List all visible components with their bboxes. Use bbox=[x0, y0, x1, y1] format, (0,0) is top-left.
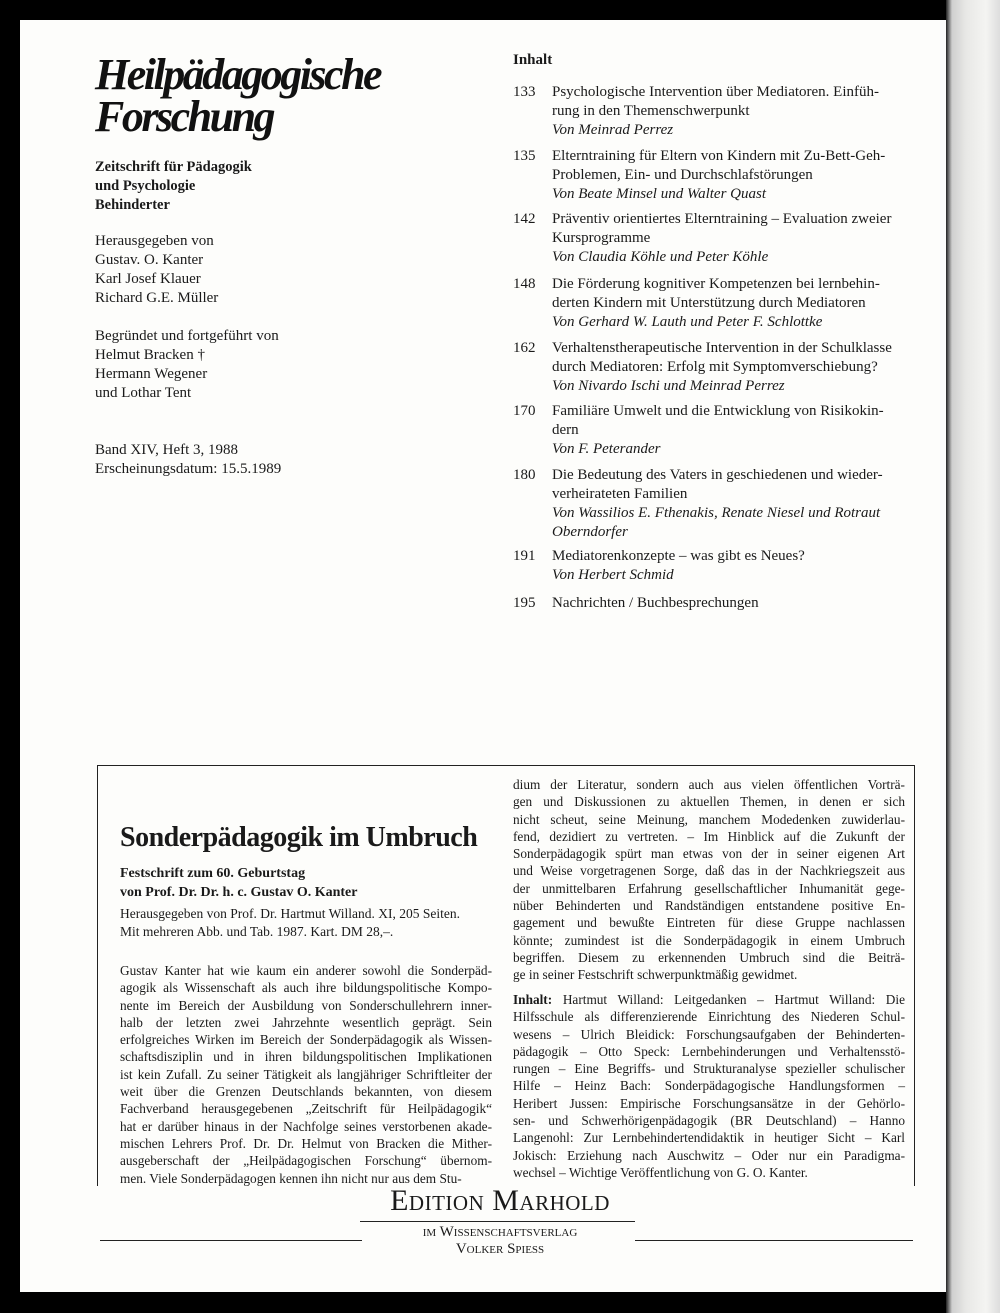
toc-entry-body bbox=[552, 402, 913, 459]
toc-entry bbox=[513, 547, 913, 585]
text-line: nente im Bereich der Ausbildung von Sonderschullehrern inner- bbox=[120, 997, 492, 1013]
issue-info bbox=[95, 441, 281, 479]
founder: Hermann Wegener bbox=[95, 366, 208, 382]
toc-author-line: Von Meinrad Perrez bbox=[552, 122, 674, 138]
toc-author-line: Von Nivardo Ischi und Meinrad Perrez bbox=[552, 378, 785, 394]
toc-title-line: derten Kindern mit Unterstützung durch Mediatoren bbox=[552, 295, 866, 311]
toc-author-line: Von Herbert Schmid bbox=[552, 567, 674, 583]
ad-text-column-1 bbox=[120, 962, 492, 1187]
toc-entry bbox=[513, 210, 913, 267]
imprint-line: Volker Spiess bbox=[455, 1241, 545, 1257]
adjacent-page-edge bbox=[946, 0, 1000, 1313]
toc-author-line: Von Wassilios E. Fthenakis, Renate Niesel und Rotraut bbox=[552, 505, 881, 521]
toc-entry-body bbox=[552, 339, 913, 396]
text-line: begriffen. Diesem zu erkennenden Umbruch sind die Beiträ- bbox=[513, 949, 905, 965]
toc-heading: Inhalt bbox=[513, 52, 553, 68]
text-line: wechsel – Wichtige Veröffentlichung von G. O. Kanter. bbox=[513, 1164, 808, 1180]
editor: Karl Josef Klauer bbox=[95, 271, 201, 287]
toc-title-line: Verhaltenstherapeutische Intervention in der Schulklasse bbox=[552, 340, 892, 356]
toc-author-line: Oberndorfer bbox=[552, 524, 628, 540]
toc-entry-body bbox=[552, 466, 913, 542]
text-line: Sonderpädagogik spürt man etwas von der in seiner eigenen Art bbox=[513, 846, 905, 862]
logo-line-1: Heilpädagogische bbox=[95, 50, 381, 99]
founder: und Lothar Tent bbox=[95, 385, 192, 401]
editor: Gustav. O. Kanter bbox=[95, 252, 204, 268]
toc-entry-body bbox=[552, 147, 913, 204]
text-line: rungen – Eine Begriffs- und Strukturanalyse spezieller schulischer bbox=[513, 1061, 905, 1077]
contents-label: Inhalt: bbox=[513, 992, 553, 1007]
toc-entry-body bbox=[552, 547, 913, 585]
divider bbox=[360, 1221, 635, 1222]
book-details bbox=[120, 905, 460, 941]
toc-title-line: Die Förderung kognitiver Kompetenzen bei lernbehin- bbox=[552, 276, 880, 292]
text-line: erfolgreiches Wirken im Bereich der Sonderpädagogik als Wissen- bbox=[120, 1032, 492, 1048]
text-line: und Weise vorgetragenen Sorge, daß das in der Nachkriegszeit aus bbox=[513, 863, 905, 879]
subtitle-line: Behinderter bbox=[95, 197, 170, 213]
text-line: wesens – Ulrich Bleidick: Forschungsaufgaben der Behinderten- bbox=[513, 1026, 905, 1042]
toc-title-line: verheirateten Familien bbox=[552, 486, 688, 502]
text-line: sen- und Schwerhörigenpädagogik (BR Deutschland) – Hanno bbox=[513, 1113, 905, 1129]
text-line: ge in seiner Festschrift schwerpunktmäßig gewidmet. bbox=[513, 967, 798, 983]
toc-entry bbox=[513, 83, 913, 140]
text-line: Gustav Kanter hat wie kaum ein anderer sowohl die Sonderpäd- bbox=[120, 963, 492, 978]
toc-page-number: 142 bbox=[513, 211, 536, 227]
text-line bbox=[513, 991, 905, 1008]
text-line: könnte; zumindest ist die Sonderpädagogik in einem Umbruch bbox=[513, 932, 905, 948]
toc-page-number: 133 bbox=[513, 84, 536, 100]
toc-page-number: 162 bbox=[513, 340, 536, 356]
toc-title-line: Die Bedeutung des Vaters in geschiedenen und wieder- bbox=[552, 467, 883, 483]
text-line: fend, dezidiert zu vertreten. – Im Hinblick auf die Zukunft der bbox=[513, 828, 905, 844]
text-line: Hilfe – Heinz Bach: Sonderpädagogische Handlungsformen – bbox=[513, 1078, 905, 1094]
toc-title-line: Kursprogramme bbox=[552, 230, 651, 246]
text-line: pädagogik – Otto Speck: Lernbehinderungen und Verhaltensstö- bbox=[513, 1043, 905, 1059]
toc-title-line: durch Mediatoren: Erfolg mit Symptomverschiebung? bbox=[552, 359, 878, 375]
toc-title-line: Psychologische Intervention über Mediatoren. Einfüh- bbox=[552, 84, 879, 100]
text-line: hat er darüber hinaus in der Nachfolge seines verstorbenen akade- bbox=[120, 1118, 492, 1134]
toc-page-number: 170 bbox=[513, 403, 536, 419]
toc-title-line: rung in den Themenschwerpunkt bbox=[552, 103, 750, 119]
issue-number: Band XIV, Heft 3, 1988 bbox=[95, 442, 239, 458]
publisher-logo: Edition Marhold bbox=[390, 1184, 610, 1217]
text-line: Hilfsschule als differenzierende Einrichtung des Niederen Schul- bbox=[513, 1009, 905, 1025]
toc-entry-body bbox=[552, 83, 913, 140]
toc-title-line: Problemen, Ein- und Durchschlafstörungen bbox=[552, 167, 813, 183]
founder: Helmut Bracken † bbox=[95, 347, 205, 363]
editors-label: Herausgegeben von bbox=[95, 233, 214, 249]
ad-contents-column bbox=[513, 991, 905, 1181]
toc-title-line: Nachrichten / Buchbesprechungen bbox=[552, 595, 759, 611]
text-fragment: Hartmut Willand: Leitgedanken – Hartmut Willand: Die bbox=[552, 992, 905, 1007]
subtitle-line: Festschrift zum 60. Geburtstag bbox=[120, 866, 306, 881]
toc-entry-body bbox=[552, 210, 913, 267]
toc-title-line: Mediatorenkonzepte – was gibt es Neues? bbox=[552, 548, 805, 564]
publication-date: Erscheinungsdatum: 15.5.1989 bbox=[95, 461, 282, 477]
text-line: gen und Diskussionen zu aktuellen Themen, in denen er sich bbox=[513, 794, 905, 810]
toc-page-number: 191 bbox=[513, 548, 536, 564]
toc-title-line: Präventiv orientiertes Elterntraining – Evaluation zweier bbox=[552, 211, 892, 227]
text-line: mischen Lehrers Prof. Dr. Dr. Helmut von Bracken die Mither- bbox=[120, 1135, 492, 1151]
toc-entry-body bbox=[552, 275, 913, 332]
details-line: Herausgegeben von Prof. Dr. Hartmut Willand. XI, 205 Seiten. bbox=[120, 906, 461, 921]
text-line: der unmittelbaren Erfahrung gesellschaftlicher Inhumanität gege- bbox=[513, 880, 905, 896]
subtitle-line: und Psychologie bbox=[95, 178, 196, 194]
publisher-imprint bbox=[0, 1224, 1000, 1258]
toc-author-line: Von Claudia Köhle und Peter Köhle bbox=[552, 249, 769, 265]
text-line: nicht scheut, seine Meinung, manchem Modedenken zuwiderlau- bbox=[513, 811, 905, 827]
text-line: ist kein Zufall. Zu seiner Tätigkeit als langjähriger Schriftleiter der bbox=[120, 1066, 492, 1082]
subtitle-line: Zeitschrift für Pädagogik bbox=[95, 159, 252, 175]
text-line: Langenohl: Zur Lernbehindertendidaktik in heutiger Sicht – Karl bbox=[513, 1130, 905, 1146]
toc-entry bbox=[513, 339, 913, 396]
text-line: ausgeberschaft der „Heilpädagogischen Forschung“ übernom- bbox=[120, 1153, 492, 1169]
logo-line-2: Forschung bbox=[95, 92, 274, 141]
ad-text-column-2 bbox=[513, 776, 905, 984]
toc-title-line: Elterntraining für Eltern von Kindern mit Zu-Bett-Geh- bbox=[552, 148, 886, 164]
toc-author-line: Von Beate Minsel und Walter Quast bbox=[552, 186, 767, 202]
text-line: nüber Behinderten und Randständigen entstandene positive En- bbox=[513, 898, 905, 914]
text-line: agogik als Wissenschaft als auch ihre bildungspolitische Kompo- bbox=[120, 980, 492, 996]
toc-page-number: 135 bbox=[513, 148, 536, 164]
text-line: halb der letzten zwei Jahrzehnte wesentlich geprägt. Sein bbox=[120, 1014, 492, 1030]
toc-page-number: 148 bbox=[513, 276, 536, 292]
toc-entry bbox=[513, 466, 913, 542]
book-title: Sonderpädagogik im Umbruch bbox=[120, 822, 478, 853]
toc-page-number: 180 bbox=[513, 467, 536, 483]
text-line: schaftsdisziplin und in ihren bildungspolitischen Implikationen bbox=[120, 1049, 492, 1065]
text-line: dium der Literatur, sondern auch aus vielen öffentlichen Vorträ- bbox=[513, 777, 905, 792]
subtitle-line: von Prof. Dr. Dr. h. c. Gustav O. Kanter bbox=[120, 885, 358, 900]
toc-entry bbox=[513, 594, 913, 613]
text-line: men. Viele Sonderpädagogen kennen ihn nicht nur aus dem Stu- bbox=[120, 1170, 462, 1186]
toc-title-line: dern bbox=[552, 422, 579, 438]
text-line: weit über die Grenzen Deutschlands bekannten, von diesem bbox=[120, 1084, 492, 1100]
text-line: gagement und bewußte Eintreten für diese Gruppe nachlassen bbox=[513, 915, 905, 931]
toc-entry bbox=[513, 402, 913, 459]
toc-entry-body bbox=[552, 594, 913, 613]
toc-title-line: Familiäre Umwelt und die Entwicklung von Risikokin- bbox=[552, 403, 884, 419]
founders-label: Begründet und fortgeführt von bbox=[95, 328, 279, 344]
toc-author-line: Von Gerhard W. Lauth und Peter F. Schlottke bbox=[552, 314, 823, 330]
text-line: Heribert Jussen: Empirische Forschungsansätze in der Gehörlo- bbox=[513, 1095, 905, 1111]
toc-page-number: 195 bbox=[513, 595, 536, 611]
founders-block bbox=[95, 327, 279, 403]
toc-entry bbox=[513, 275, 913, 332]
editors-block bbox=[95, 232, 218, 308]
journal-subtitle bbox=[95, 158, 252, 215]
toc-entry bbox=[513, 147, 913, 204]
journal-logo bbox=[95, 50, 381, 141]
text-line: Jokisch: Erziehung nach Auschwitz – Oder nur ein Paradigma- bbox=[513, 1147, 905, 1163]
text-line: Fachverband herausgegebenen „Zeitschrift für Heilpädagogik“ bbox=[120, 1101, 492, 1117]
editor: Richard G.E. Müller bbox=[95, 290, 219, 306]
details-line: Mit mehreren Abb. und Tab. 1987. Kart. DM 28,–. bbox=[120, 924, 394, 939]
toc-author-line: Von F. Peterander bbox=[552, 441, 661, 457]
imprint-line: im Wissenschaftsverlag bbox=[422, 1224, 578, 1240]
book-subtitle bbox=[120, 864, 357, 902]
